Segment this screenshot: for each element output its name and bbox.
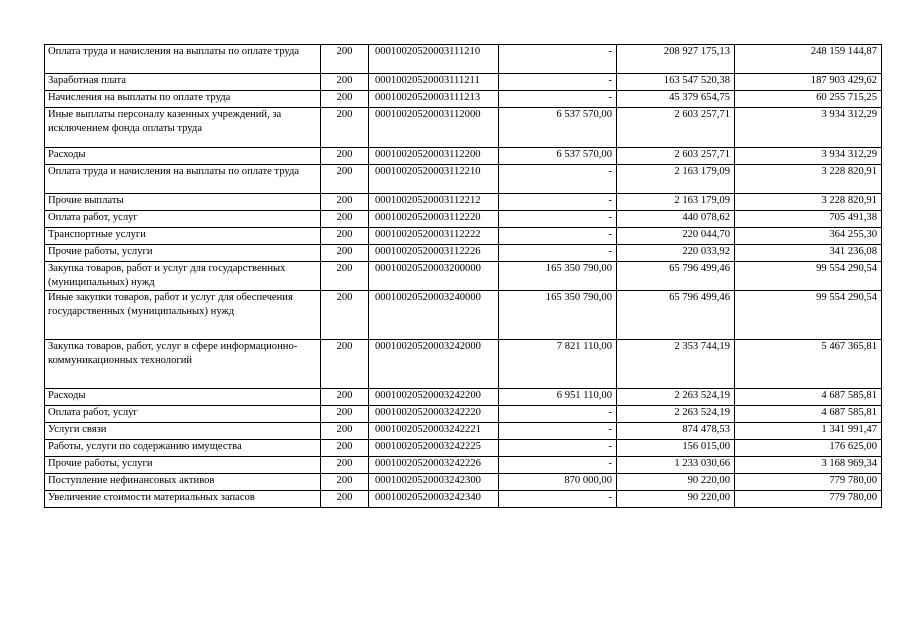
row-remaining-amount: 3 228 820,91 bbox=[735, 165, 882, 194]
row-remaining-amount: 3 168 969,34 bbox=[735, 457, 882, 474]
row-line-code: 200 bbox=[321, 211, 369, 228]
row-approved-amount: - bbox=[499, 194, 617, 211]
row-budget-code: 00010020520003111210 bbox=[369, 45, 499, 74]
budget-execution-table bbox=[44, 44, 882, 508]
row-name: Услуги связи bbox=[45, 423, 321, 440]
row-executed-amount: 874 478,53 bbox=[617, 423, 735, 440]
table-body bbox=[45, 45, 882, 508]
row-line-code: 200 bbox=[321, 74, 369, 91]
row-budget-code: 00010020520003111213 bbox=[369, 91, 499, 108]
row-executed-amount: 45 379 654,75 bbox=[617, 91, 735, 108]
row-name: Иные закупки товаров, работ и услуг для обеспечения государственных (муниципальных) нужд bbox=[45, 291, 321, 340]
row-budget-code: 00010020520003240000 bbox=[369, 291, 499, 340]
row-name: Оплата работ, услуг bbox=[45, 406, 321, 423]
table-row bbox=[45, 45, 882, 74]
row-budget-code: 00010020520003112212 bbox=[369, 194, 499, 211]
table-row bbox=[45, 74, 882, 91]
row-line-code: 200 bbox=[321, 108, 369, 148]
row-name: Прочие выплаты bbox=[45, 194, 321, 211]
row-line-code: 200 bbox=[321, 194, 369, 211]
table-row bbox=[45, 340, 882, 389]
row-executed-amount: 208 927 175,13 bbox=[617, 45, 735, 74]
row-name: Расходы bbox=[45, 148, 321, 165]
row-remaining-amount: 341 236,08 bbox=[735, 245, 882, 262]
row-budget-code: 00010020520003242300 bbox=[369, 474, 499, 491]
row-approved-amount: 165 350 790,00 bbox=[499, 262, 617, 291]
row-executed-amount: 65 796 499,46 bbox=[617, 291, 735, 340]
row-approved-amount: - bbox=[499, 228, 617, 245]
row-executed-amount: 90 220,00 bbox=[617, 474, 735, 491]
row-approved-amount: - bbox=[499, 245, 617, 262]
table-row bbox=[45, 389, 882, 406]
row-remaining-amount: 99 554 290,54 bbox=[735, 262, 882, 291]
row-approved-amount: - bbox=[499, 45, 617, 74]
row-line-code: 200 bbox=[321, 406, 369, 423]
row-name: Работы, услуги по содержанию имущества bbox=[45, 440, 321, 457]
row-name: Закупка товаров, работ, услуг в сфере информационно-коммуникационных технологий bbox=[45, 340, 321, 389]
row-remaining-amount: 779 780,00 bbox=[735, 474, 882, 491]
row-executed-amount: 65 796 499,46 bbox=[617, 262, 735, 291]
row-approved-amount: - bbox=[499, 74, 617, 91]
row-executed-amount: 220 033,92 bbox=[617, 245, 735, 262]
row-executed-amount: 220 044,70 bbox=[617, 228, 735, 245]
row-line-code: 200 bbox=[321, 291, 369, 340]
row-approved-amount: - bbox=[499, 165, 617, 194]
row-name: Увеличение стоимости материальных запасов bbox=[45, 491, 321, 508]
row-line-code: 200 bbox=[321, 440, 369, 457]
row-budget-code: 00010020520003242340 bbox=[369, 491, 499, 508]
table-row bbox=[45, 211, 882, 228]
row-budget-code: 00010020520003111211 bbox=[369, 74, 499, 91]
row-executed-amount: 2 163 179,09 bbox=[617, 194, 735, 211]
row-budget-code: 00010020520003112000 bbox=[369, 108, 499, 148]
row-executed-amount: 2 603 257,71 bbox=[617, 108, 735, 148]
row-name: Оплата труда и начисления на выплаты по оплате труда bbox=[45, 165, 321, 194]
row-remaining-amount: 99 554 290,54 bbox=[735, 291, 882, 340]
row-remaining-amount: 705 491,38 bbox=[735, 211, 882, 228]
row-name: Закупка товаров, работ и услуг для государственных (муниципальных) нужд bbox=[45, 262, 321, 291]
row-executed-amount: 2 603 257,71 bbox=[617, 148, 735, 165]
row-remaining-amount: 3 228 820,91 bbox=[735, 194, 882, 211]
table-row bbox=[45, 406, 882, 423]
row-executed-amount: 440 078,62 bbox=[617, 211, 735, 228]
row-line-code: 200 bbox=[321, 45, 369, 74]
row-budget-code: 00010020520003112222 bbox=[369, 228, 499, 245]
table-row bbox=[45, 491, 882, 508]
row-line-code: 200 bbox=[321, 228, 369, 245]
table-row bbox=[45, 262, 882, 291]
row-remaining-amount: 779 780,00 bbox=[735, 491, 882, 508]
row-approved-amount: 6 537 570,00 bbox=[499, 148, 617, 165]
table-row bbox=[45, 228, 882, 245]
table-row bbox=[45, 108, 882, 148]
row-line-code: 200 bbox=[321, 474, 369, 491]
table-row bbox=[45, 91, 882, 108]
row-budget-code: 00010020520003112200 bbox=[369, 148, 499, 165]
document-page bbox=[44, 44, 881, 508]
row-approved-amount: 7 821 110,00 bbox=[499, 340, 617, 389]
row-approved-amount: 6 537 570,00 bbox=[499, 108, 617, 148]
row-approved-amount: - bbox=[499, 491, 617, 508]
row-name: Иные выплаты персоналу казенных учреждений, за исключением фонда оплаты труда bbox=[45, 108, 321, 148]
row-approved-amount: - bbox=[499, 211, 617, 228]
table-row bbox=[45, 245, 882, 262]
row-name: Заработная плата bbox=[45, 74, 321, 91]
table-row bbox=[45, 457, 882, 474]
row-remaining-amount: 1 341 991,47 bbox=[735, 423, 882, 440]
row-remaining-amount: 60 255 715,25 bbox=[735, 91, 882, 108]
table-row bbox=[45, 423, 882, 440]
row-line-code: 200 bbox=[321, 148, 369, 165]
row-executed-amount: 2 263 524,19 bbox=[617, 406, 735, 423]
row-line-code: 200 bbox=[321, 423, 369, 440]
row-executed-amount: 1 233 030,66 bbox=[617, 457, 735, 474]
row-budget-code: 00010020520003112226 bbox=[369, 245, 499, 262]
row-remaining-amount: 3 934 312,29 bbox=[735, 108, 882, 148]
table-row bbox=[45, 148, 882, 165]
row-name: Транспортные услуги bbox=[45, 228, 321, 245]
row-remaining-amount: 364 255,30 bbox=[735, 228, 882, 245]
row-executed-amount: 2 263 524,19 bbox=[617, 389, 735, 406]
row-line-code: 200 bbox=[321, 245, 369, 262]
row-line-code: 200 bbox=[321, 262, 369, 291]
table-row bbox=[45, 291, 882, 340]
row-name: Прочие работы, услуги bbox=[45, 245, 321, 262]
row-name: Поступление нефинансовых активов bbox=[45, 474, 321, 491]
row-budget-code: 00010020520003112210 bbox=[369, 165, 499, 194]
row-remaining-amount: 176 625,00 bbox=[735, 440, 882, 457]
row-line-code: 200 bbox=[321, 491, 369, 508]
row-budget-code: 00010020520003112220 bbox=[369, 211, 499, 228]
table-row bbox=[45, 165, 882, 194]
row-approved-amount: - bbox=[499, 406, 617, 423]
row-executed-amount: 2 353 744,19 bbox=[617, 340, 735, 389]
row-executed-amount: 90 220,00 bbox=[617, 491, 735, 508]
row-remaining-amount: 248 159 144,87 bbox=[735, 45, 882, 74]
row-budget-code: 00010020520003242000 bbox=[369, 340, 499, 389]
row-budget-code: 00010020520003242226 bbox=[369, 457, 499, 474]
row-name: Оплата труда и начисления на выплаты по оплате труда bbox=[45, 45, 321, 74]
row-remaining-amount: 187 903 429,62 bbox=[735, 74, 882, 91]
row-executed-amount: 2 163 179,09 bbox=[617, 165, 735, 194]
row-line-code: 200 bbox=[321, 389, 369, 406]
row-approved-amount: 6 951 110,00 bbox=[499, 389, 617, 406]
row-approved-amount: - bbox=[499, 440, 617, 457]
row-approved-amount: - bbox=[499, 423, 617, 440]
row-approved-amount: - bbox=[499, 91, 617, 108]
row-name: Начисления на выплаты по оплате труда bbox=[45, 91, 321, 108]
row-budget-code: 00010020520003242225 bbox=[369, 440, 499, 457]
row-budget-code: 00010020520003200000 bbox=[369, 262, 499, 291]
row-remaining-amount: 4 687 585,81 bbox=[735, 406, 882, 423]
row-line-code: 200 bbox=[321, 340, 369, 389]
table-row bbox=[45, 474, 882, 491]
row-budget-code: 00010020520003242221 bbox=[369, 423, 499, 440]
row-remaining-amount: 3 934 312,29 bbox=[735, 148, 882, 165]
row-executed-amount: 156 015,00 bbox=[617, 440, 735, 457]
table-row bbox=[45, 440, 882, 457]
row-line-code: 200 bbox=[321, 91, 369, 108]
row-line-code: 200 bbox=[321, 457, 369, 474]
row-budget-code: 00010020520003242220 bbox=[369, 406, 499, 423]
row-executed-amount: 163 547 520,38 bbox=[617, 74, 735, 91]
row-name: Прочие работы, услуги bbox=[45, 457, 321, 474]
row-name: Расходы bbox=[45, 389, 321, 406]
row-remaining-amount: 5 467 365,81 bbox=[735, 340, 882, 389]
row-approved-amount: - bbox=[499, 457, 617, 474]
row-approved-amount: 870 000,00 bbox=[499, 474, 617, 491]
row-approved-amount: 165 350 790,00 bbox=[499, 291, 617, 340]
row-name: Оплата работ, услуг bbox=[45, 211, 321, 228]
row-budget-code: 00010020520003242200 bbox=[369, 389, 499, 406]
row-line-code: 200 bbox=[321, 165, 369, 194]
table-row bbox=[45, 194, 882, 211]
row-remaining-amount: 4 687 585,81 bbox=[735, 389, 882, 406]
